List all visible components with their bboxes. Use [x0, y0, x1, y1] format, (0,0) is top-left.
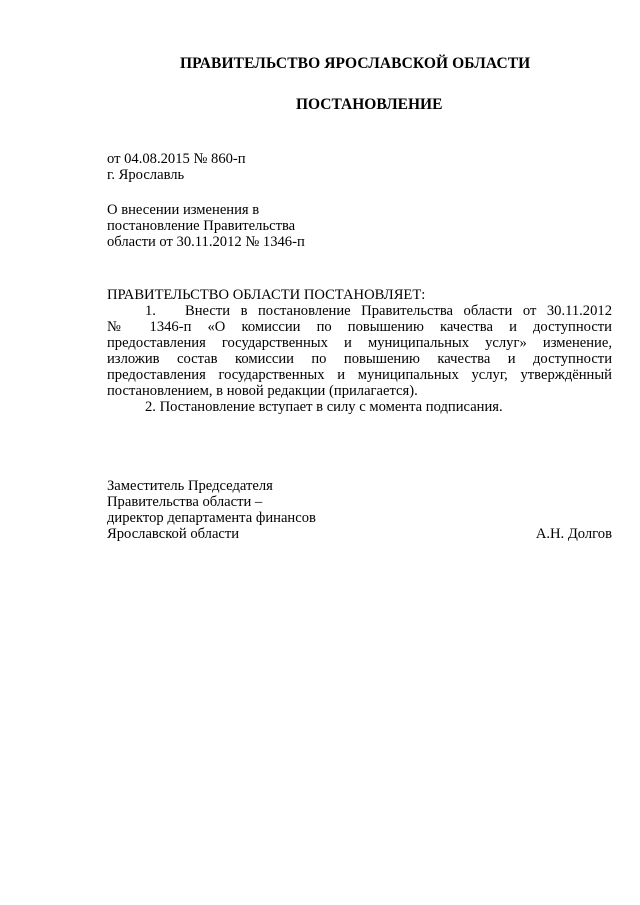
signer-position-line: Правительства области – — [107, 494, 263, 510]
document-subject — [107, 202, 612, 250]
item-1-line: изложив состав комиссии по повышению качества и доступности — [107, 351, 612, 367]
subject-line: О внесении изменения в — [107, 202, 260, 218]
item-1-number: 1. — [145, 303, 156, 319]
document-meta — [107, 151, 612, 183]
decree-intro: ПРАВИТЕЛЬСТВО ОБЛАСТИ ПОСТАНОВЛЯЕТ: — [107, 287, 426, 303]
item-1-line: постановлением, в новой редакции (прилагается). — [107, 383, 418, 399]
signer-position-line: Ярославской области — [107, 526, 240, 542]
subject-line: области от 30.11.2012 № 1346-п — [107, 234, 305, 250]
organization-title: ПРАВИТЕЛЬСТВО ЯРОСЛАВСКОЙ ОБЛАСТИ — [180, 55, 531, 72]
city: г. Ярославль — [107, 167, 185, 183]
item-1-text: Внести в постановление Правительства области от 30.11.2012 — [185, 303, 612, 319]
signer-position-line: директор департамента финансов — [107, 510, 316, 526]
decree-item-1 — [107, 303, 612, 399]
subject-line: постановление Правительства — [107, 218, 296, 234]
date-number: от 04.08.2015 № 860-п — [107, 151, 246, 167]
item-1-line — [107, 303, 612, 319]
item-1-line: предоставления государственных и муниципальных услуг» изменение, — [107, 335, 612, 351]
signer-position-line: Заместитель Председателя — [107, 478, 273, 494]
document-type-title: ПОСТАНОВЛЕНИЕ — [296, 96, 443, 113]
item-1-line: № 1346-п «О комиссии по повышению качества и доступности — [107, 319, 612, 335]
signature-block — [107, 478, 612, 542]
item-1-line: предоставления государственных и муниципальных услуг, утверждённый — [107, 367, 612, 383]
decree-item-2: 2. Постановление вступает в силу с момента подписания. — [145, 399, 503, 415]
decree-body — [107, 287, 612, 415]
signer-name: А.Н. Долгов — [535, 526, 612, 542]
